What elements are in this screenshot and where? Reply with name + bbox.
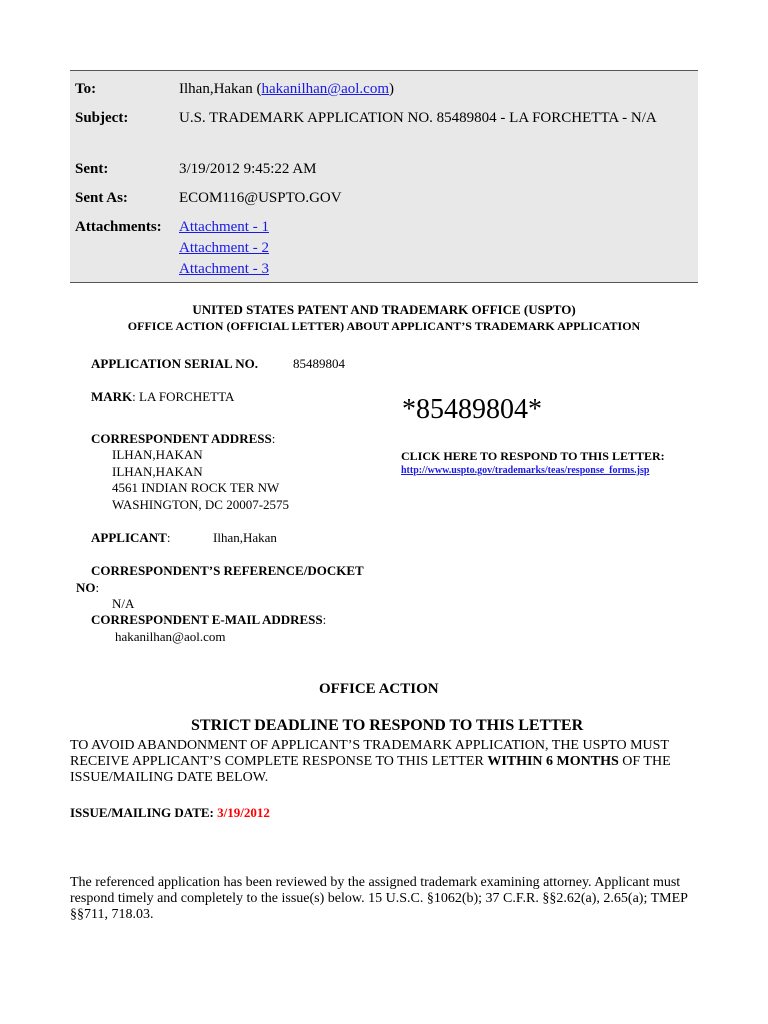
docket-no-line bbox=[76, 580, 99, 596]
sent-as-label: Sent As: bbox=[75, 190, 128, 206]
docket-no-label: NO bbox=[76, 580, 96, 595]
address-line: ILHAN,HAKAN bbox=[112, 447, 203, 462]
sent-as-value: ECOM116@USPTO.GOV bbox=[179, 190, 342, 206]
email-line bbox=[91, 612, 326, 628]
email-value: hakanilhan@aol.com bbox=[115, 629, 226, 644]
to-label: To: bbox=[75, 81, 97, 97]
issue-label: ISSUE/MAILING DATE: bbox=[70, 805, 218, 820]
deadline-paragraph bbox=[70, 738, 680, 786]
applicant-label: APPLICANT bbox=[91, 530, 167, 545]
sent-value: 3/19/2012 9:45:22 AM bbox=[179, 161, 317, 177]
issue-date-line bbox=[70, 805, 270, 821]
serial-label: APPLICATION SERIAL NO. bbox=[91, 356, 258, 371]
docket-label: CORRESPONDENT’S REFERENCE/DOCKET bbox=[91, 563, 364, 578]
respond-url-link[interactable]: http://www.uspto.gov/trademarks/teas/response_forms.jsp bbox=[401, 465, 650, 476]
mark-label: MARK bbox=[91, 389, 133, 404]
email-label: CORRESPONDENT E-MAIL ADDRESS bbox=[91, 612, 323, 627]
subject-label: Subject: bbox=[75, 110, 129, 126]
serial-barcode-text: *85489804* bbox=[402, 394, 542, 425]
office-action-title: OFFICE ACTION bbox=[319, 681, 439, 697]
mark-value: : LA FORCHETTA bbox=[132, 389, 235, 404]
address-line: 4561 INDIAN ROCK TER NW bbox=[112, 480, 280, 495]
address-line: ILHAN,HAKAN bbox=[112, 463, 203, 479]
applicant-value: Ilhan,Hakan bbox=[213, 530, 277, 545]
deadline-text: TO AVOID ABANDONMENT OF APPLICANT’S TRADEMARK APPLICATION, THE USPTO MUST RECEIVE APPLICANT’S COMPLETE RESPONSE TO THIS LETTER bbox=[70, 738, 669, 769]
body-paragraph: The referenced application has been reviewed by the assigned trademark examining attorney. Applicant must respond timely and completely to the issue(s) below. 15 U.S.C. §1062(b); 37 C.F.R. §§2.62(a), 2.65(a); TMEP §§711, 718.03. bbox=[70, 875, 688, 922]
office-subtitle: OFFICE ACTION (OFFICIAL LETTER) ABOUT APPLICANT’S TRADEMARK APPLICATION bbox=[127, 319, 641, 333]
correspondent-label: CORRESPONDENT ADDRESS bbox=[91, 431, 272, 446]
deadline-title: STRICT DEADLINE TO RESPOND TO THIS LETTER bbox=[191, 717, 584, 734]
mark-line bbox=[91, 389, 234, 405]
to-email-link[interactable]: hakanilhan@aol.com bbox=[261, 81, 389, 97]
deadline-emphasis: WITHIN 6 MONTHS bbox=[487, 754, 619, 769]
attachment-link-1[interactable]: Attachment - 1 bbox=[179, 219, 269, 235]
to-name: Ilhan,Hakan ( bbox=[179, 81, 262, 97]
attachment-link-2[interactable]: Attachment - 2 bbox=[179, 240, 269, 256]
docket-value: N/A bbox=[112, 596, 135, 611]
email-header bbox=[70, 70, 698, 283]
attachments-label: Attachments: bbox=[75, 219, 162, 235]
attachment-link-3[interactable]: Attachment - 3 bbox=[179, 261, 269, 277]
colon: : bbox=[322, 612, 327, 627]
deadline-text-end: OF THE ISSUE/MAILING DATE BELOW. bbox=[70, 754, 671, 785]
colon: : bbox=[166, 530, 171, 545]
office-title: UNITED STATES PATENT AND TRADEMARK OFFICE (USPTO) bbox=[192, 302, 576, 317]
colon: : bbox=[271, 431, 276, 446]
to-close: ) bbox=[389, 81, 394, 97]
sent-label: Sent: bbox=[75, 161, 109, 177]
respond-label: CLICK HERE TO RESPOND TO THIS LETTER: bbox=[401, 449, 665, 463]
address-block bbox=[112, 447, 289, 513]
colon: : bbox=[95, 580, 100, 595]
applicant-line bbox=[91, 530, 170, 546]
serial-value: 85489804 bbox=[293, 356, 345, 371]
subject-value: U.S. TRADEMARK APPLICATION NO. 85489804 - LA FORCHETTA - N/A bbox=[179, 110, 657, 126]
correspondent-address-line bbox=[91, 431, 275, 447]
issue-date: 3/19/2012 bbox=[217, 805, 270, 820]
address-line: WASHINGTON, DC 20007-2575 bbox=[112, 496, 290, 512]
